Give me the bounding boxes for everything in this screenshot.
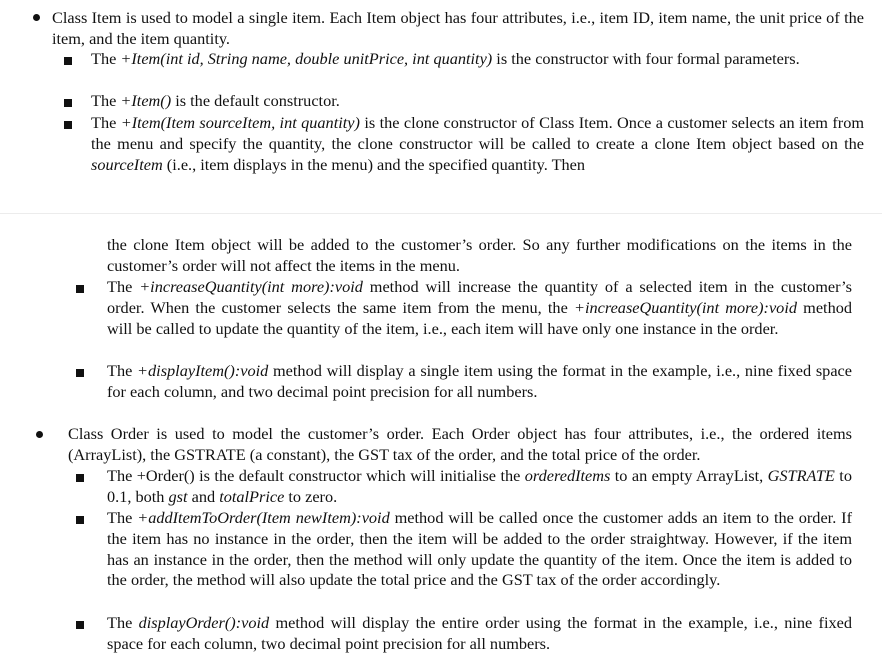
section2-item-2 bbox=[107, 361, 852, 403]
italic-code-text: +Item() bbox=[120, 91, 172, 110]
bullet-square bbox=[64, 57, 72, 65]
body-text: The bbox=[107, 361, 138, 380]
italic-code-text: sourceItem bbox=[91, 154, 163, 174]
italic-code-text: totalPrice bbox=[219, 486, 285, 506]
italic-code-text: +Item(Item sourceItem, int quantity) bbox=[120, 113, 360, 132]
italic-code-text: +increaseQuantity(int more):void bbox=[573, 297, 797, 317]
italic-code-text: +displayItem():void bbox=[137, 361, 269, 380]
section3-intro: Class Order is used to model the customer’s order. Each Order object has four attributes, i.e., the ordered items (ArrayList), the GSTRATE (a constant), the GST tax of the order, and the total price of the order. bbox=[68, 424, 852, 464]
body-text: is the constructor with four formal parameters. bbox=[492, 49, 800, 68]
section3-item-1 bbox=[107, 466, 852, 508]
bullet-square bbox=[76, 516, 84, 524]
body-text: The bbox=[91, 113, 121, 132]
italic-code-text: GSTRATE bbox=[767, 466, 835, 485]
body-text: The bbox=[107, 277, 140, 296]
body-text: to 0.1, both bbox=[107, 466, 852, 506]
body-text: The bbox=[91, 91, 121, 110]
body-text: The bbox=[91, 49, 121, 68]
section1-item-1 bbox=[91, 49, 864, 70]
section3-item-3 bbox=[107, 613, 852, 655]
body-text: is the clone constructor of Class Item. Once a customer selects an item from the menu and specify the quantity, the clone constructor will be called to create a clone Item object based on the bbox=[91, 113, 864, 153]
body-text: method will be called once the customer adds an item to the order. If the item has no instance in the order, then the item will be added to the order straightway. However, if the item has an instance in the order, then the method will only update the quantity of the item. Once the item is added to the order, the method will also update the total price and the GST tax of the order accordingly. bbox=[107, 508, 853, 590]
body-text: (i.e., item displays in the menu) and the specified quantity. Then bbox=[162, 154, 586, 174]
section3-item-2 bbox=[107, 508, 852, 591]
page-break-divider bbox=[0, 213, 882, 214]
bullet-square bbox=[76, 474, 84, 482]
body-text: The bbox=[107, 508, 138, 527]
italic-code-text: orderedItems bbox=[524, 466, 611, 485]
italic-code-text: +addItemToOrder(Item newItem):void bbox=[137, 508, 390, 527]
section1-item-2 bbox=[91, 91, 864, 112]
body-text: and bbox=[187, 486, 220, 506]
section1-item-3 bbox=[91, 113, 864, 175]
body-text: method will display a single item using the format in the example, i.e., nine fixed space for each column, and two decimal point precision for all numbers. bbox=[107, 361, 852, 401]
body-text: The bbox=[107, 613, 139, 632]
body-text: to an empty ArrayList, bbox=[610, 466, 768, 485]
bullet-square bbox=[76, 369, 84, 377]
body-text: method will increase the quantity of a selected item in the customer’s order. When the customer selects the same item from the menu, the bbox=[107, 277, 852, 317]
body-text: The +Order() is the default constructor which will initialise the bbox=[107, 466, 525, 485]
bullet-square bbox=[76, 621, 84, 629]
section1-intro: Class Item is used to model a single item. Each Item object has four attributes, i.e., item ID, item name, the unit price of the item, and the item quantity. bbox=[52, 8, 864, 48]
italic-code-text: +increaseQuantity(int more):void bbox=[139, 277, 363, 296]
body-text: to zero. bbox=[284, 486, 338, 506]
body-text: method will be called to update the quantity of the item, i.e., each item will have only one instance in the order. bbox=[107, 297, 852, 338]
section2-item-1 bbox=[107, 277, 852, 339]
italic-code-text: +Item(int id, String name, double unitPrice, int quantity) bbox=[120, 49, 493, 68]
bullet-square bbox=[64, 99, 72, 107]
bullet-dot bbox=[36, 431, 43, 438]
italic-code-text: displayOrder():void bbox=[138, 613, 270, 632]
italic-code-text: gst bbox=[168, 486, 188, 506]
body-text: method will display the entire order using the format in the example, i.e., nine fixed space for each column, two decimal point precision for all numbers. bbox=[107, 613, 852, 653]
body-text: is the default constructor. bbox=[171, 91, 340, 110]
bullet-square bbox=[64, 121, 72, 129]
bullet-dot bbox=[33, 14, 40, 21]
section2-continuation: the clone Item object will be added to the customer’s order. So any further modifications on the items in the customer’s order will not affect the items in the menu. bbox=[107, 235, 852, 275]
bullet-square bbox=[76, 285, 84, 293]
